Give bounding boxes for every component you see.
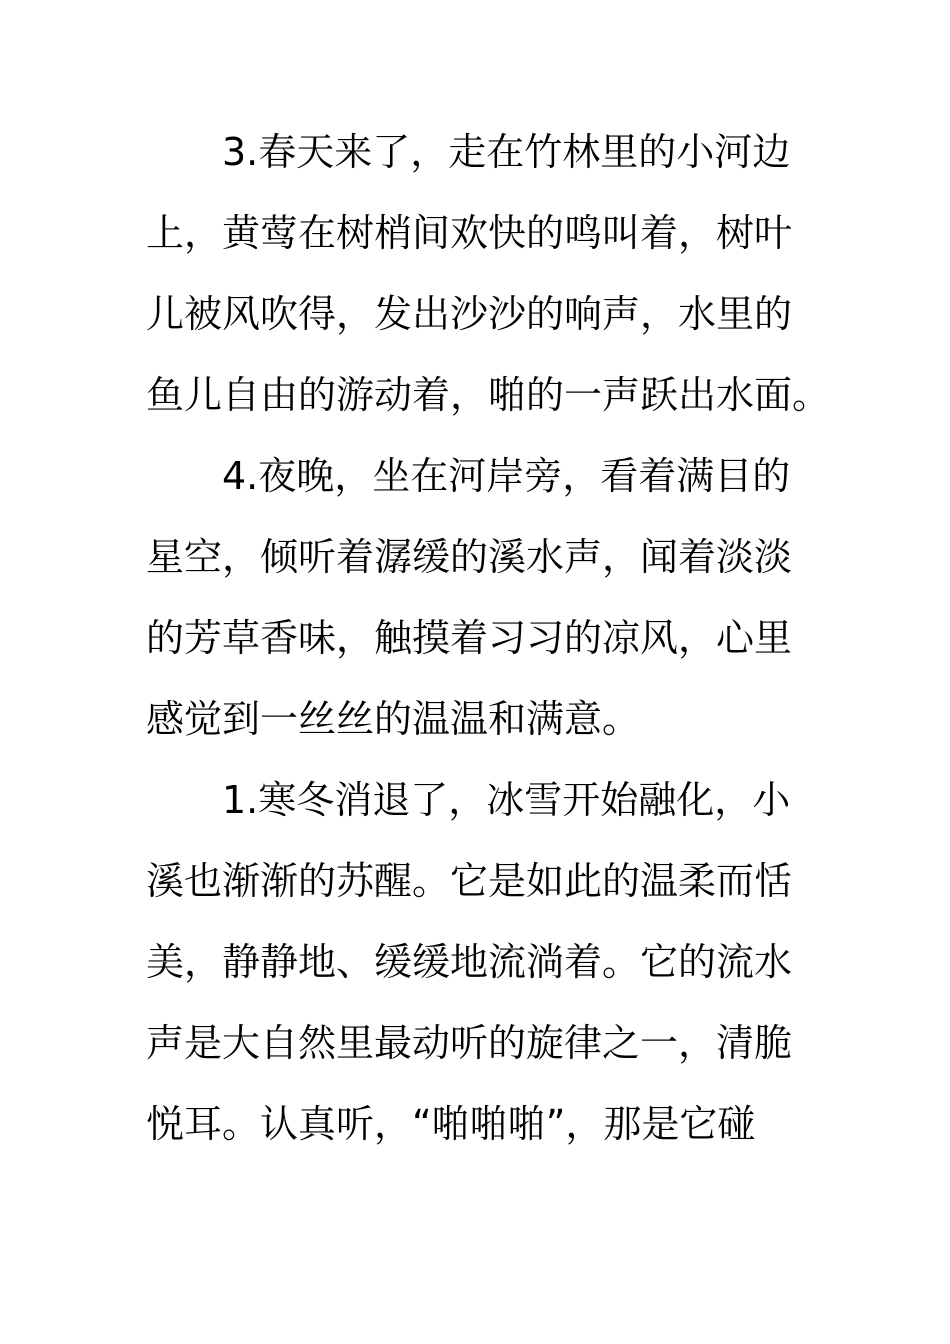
paragraph-1-line-3: 美，静静地、缓缓地流淌着。它的流水	[146, 940, 793, 984]
paragraph-4-line-2: 星空，倾听着潺缓的溪水声，闻着淡淡	[146, 535, 793, 579]
paragraph-3-line-2: 上，黄莺在树梢间欢快的鸣叫着，树叶	[146, 211, 793, 255]
paragraph-3-line-3: 儿被风吹得，发出沙沙的响声，水里的	[146, 292, 793, 336]
paragraph-1-line-2: 溪也渐渐的苏醒。它是如此的温柔而恬	[146, 859, 793, 903]
document-body	[146, 112, 831, 1165]
paragraph-4-line-3: 的芳草香味，触摸着习习的凉风，心里	[146, 616, 793, 660]
paragraph-4-line-4: 感觉到一丝丝的温温和满意。	[146, 697, 641, 741]
paragraph-1-line-1: 1.寒冬消退了，冰雪开始融化，小	[222, 778, 791, 822]
paragraph-1-line-4: 声是大自然里最动听的旋律之一，清脆	[146, 1021, 793, 1065]
paragraph-3-line-1: 3.春天来了，走在竹林里的小河边	[222, 130, 791, 174]
paragraph-3-line-4: 鱼儿自由的游动着，啪的一声跃出水面。	[146, 373, 831, 417]
paragraph-4-line-1: 4.夜晚，坐在河岸旁，看着满目的	[222, 454, 791, 498]
paragraph-1-line-5: 悦耳。认真听，“啪啪啪”，那是它碰	[146, 1102, 756, 1146]
